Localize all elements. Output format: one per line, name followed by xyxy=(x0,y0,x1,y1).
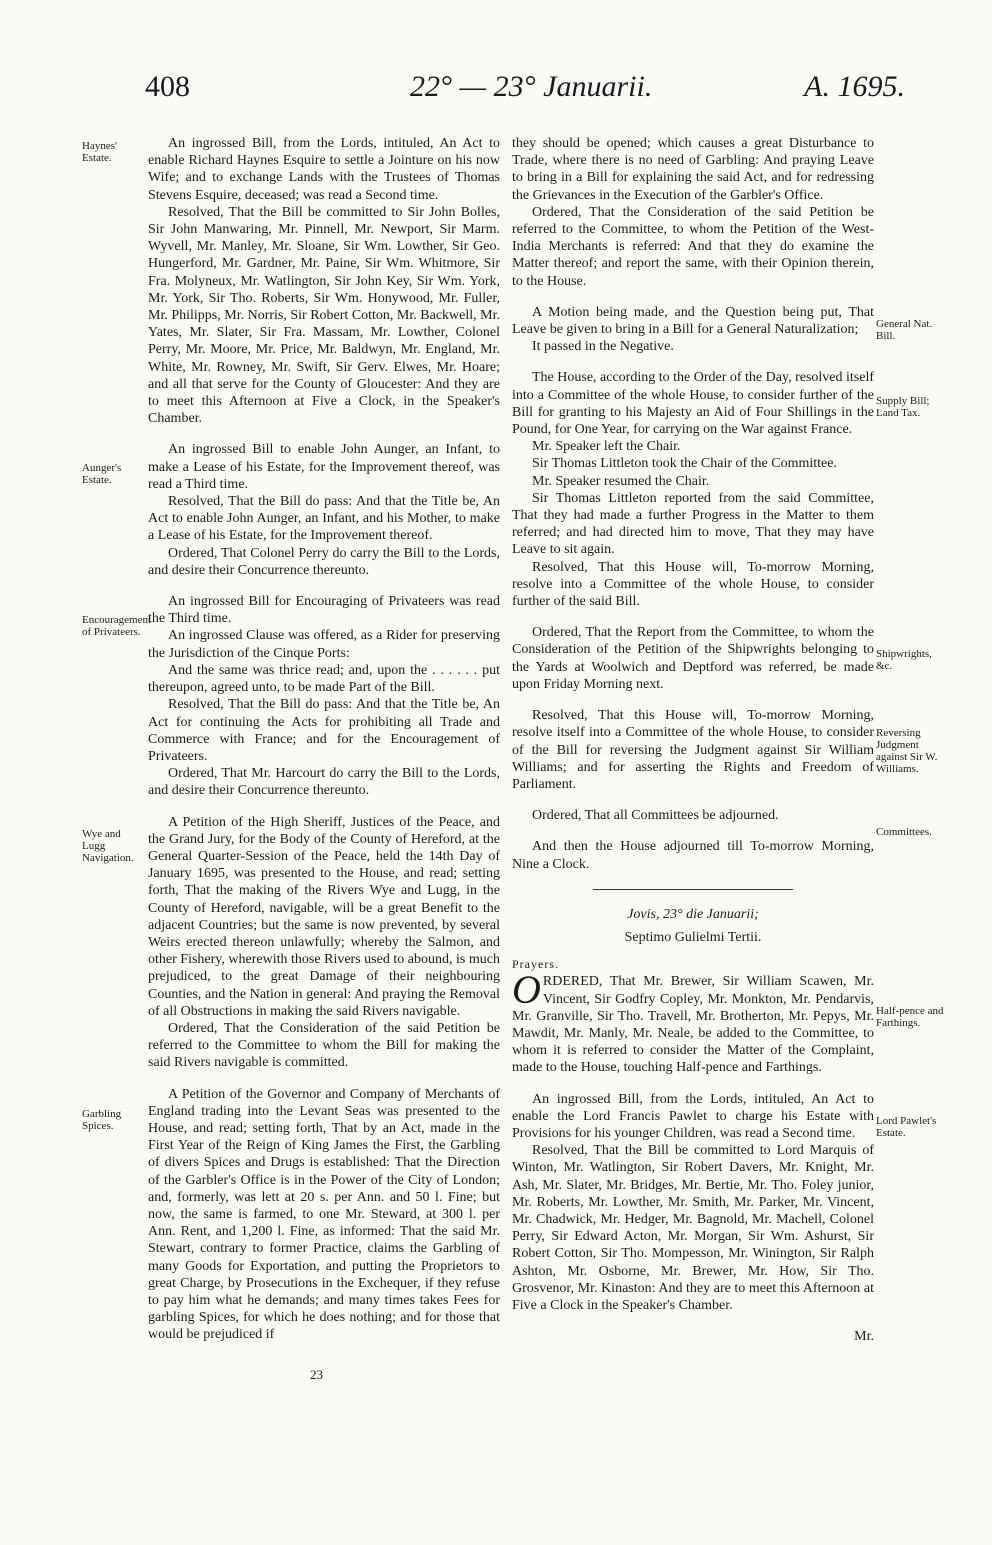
margin-note-haynes: Haynes' Estate. xyxy=(82,140,117,164)
paragraph: An ingrossed Bill, from the Lords, intituled, An Act to enable Richard Haynes Esquire to settle a Jointure on his now Wife; and to exchange Lands with the Trustees of Thomas Stevens Esquire, deceased; was read a Second time. xyxy=(148,136,500,203)
right-column xyxy=(512,135,874,1345)
paragraph: A Petition of the Governor and Company of Merchants of England trading into the Levant Seas was presented to the House, and read; setting forth, That by an Act, made in the First Year of the Reign of King James the First, the Garbling of divers Spices and Drugs is established: That the Direction of the Garbler's Office is in the Power of the City of London; and, formerly, was lett at 20 s. per Ann. and 50 l. Fine; but now, the same is farmed, to one Mr. Steward, at 300 l. per Ann. Rent, and 1,200 l. Fine, as informed: That the said Mr. Stewart, contrary to former Practice, claims the Garbling of many Goods for Exportation, and putting the Proprietors to great Charge, by Prosecutions in the Exchequer, if they refuse to pay him what he demands; and many times takes Fees for garbling Spices, for which he does nothing; and for those that would be prejudiced if xyxy=(148,1086,500,1343)
paragraph: A Motion being made, and the Question being put, That Leave be given to bring in a Bill for a General Naturalization; xyxy=(512,304,874,338)
margin-note-supply: Supply Bill; Land Tax. xyxy=(876,395,930,419)
margin-note-wye: Wye and Lugg Navigation. xyxy=(82,828,134,864)
paragraph: An ingrossed Clause was offered, as a Rider for preserving the Jurisdiction of the Cinque Ports: xyxy=(148,628,500,661)
page-header xyxy=(145,70,905,118)
paragraph: And the same was thrice read; and, upon the . . . . . . put thereupon, agreed unto, to be made Part of the Bill. xyxy=(148,662,500,696)
catchword: Mr. xyxy=(854,1329,874,1345)
paragraph: The House, according to the Order of the Day, resolved itself into a Committee of the whole House, to consider further of the Bill for granting to his Majesty an Aid of Four Shillings in the Pound, for One Year, for carrying on the War against France. xyxy=(512,370,874,438)
paragraph: Ordered, That all Committees be adjourned. xyxy=(532,808,779,824)
paragraph: A Petition of the High Sheriff, Justices of the Peace, and the Grand Jury, for the Body of the County of Hereford, at the General Quarter-Session of the Peace, held the 14th Day of January 1695, was presented to the House, and read; setting forth, That the making of the Rivers Wye and Lugg, in the County of Hereford, navigable, will be a great Benefit to the adjacent Countries; but the same is now prevented, by several Weirs erected thereon unlawfully; whereby the Salmon, and other Fishery, wherewith those Rivers used to abound, is much prejudiced, to the great Damage of their neighbouring Counties, and the Nation in general: And praying the Removal of all Obstructions in making the said Rivers navigable. xyxy=(148,814,500,1019)
margin-note-aunger: Aunger's Estate. xyxy=(82,462,122,486)
left-column xyxy=(148,135,500,1358)
paragraph: And then the House adjourned till To-morrow Morning, Nine a Clock. xyxy=(512,839,874,872)
prayers-heading: Prayers. xyxy=(512,957,559,972)
paragraph: they should be opened; which causes a great Disturbance to Trade, where there is no need of Garbling: And praying Leave to bring in a Bill for explaining the said Act, and for redressing the Grievances in the Execution of the Garbler's Office. xyxy=(512,136,874,203)
margin-note-pawlet: Lord Pawlet's Estate. xyxy=(876,1115,937,1139)
margin-note-reversing: Reversing Judgment against Sir W. Williams. xyxy=(876,727,938,775)
paragraph: Ordered, That the Consideration of the said Petition be referred to the Committee, to whom the Petition of the West-India Merchants is referred: And that they do examine the Matter thereof; and report the same, with their Opinion therein, to the House. xyxy=(512,204,874,289)
paragraph: Resolved, That the Bill be committed to Lord Marquis of Winton, Mr. Watlington, Sir Robert Davers, Mr. Knight, Mr. Ash, Mr. Slater, Mr. Bridges, Mr. Bertie, Mr. Tho. Foley junior, Mr. Roberts, Mr. Lowther, Mr. Smith, Mr. Parker, Mr. Vincent, Mr. Chadwick, Mr. Hedger, Mr. Bagnold, Mr. Machell, Colonel Perry, Sir Edward Acton, Mr. Morgan, Sir Wm. Ashurst, Sir Robert Cotton, Sir Tho. Mompesson, Mr. Winington, Sir Ralph Ashton, Mr. Osborne, Mr. Brewer, Mr. How, Sir Tho. Grosvenor, Mr. Kinaston: And they are to meet this Afternoon at Five a Clock in the Speaker's Chamber. xyxy=(512,1143,874,1313)
paragraph-text: RDERED, That Mr. Brewer, Sir William Scawen, Mr. Vincent, Sir Godfry Copley, Mr. Monkton, Mr. Pendarvis, Mr. Granville, Sir Tho. Travell, Mr. Brotherton, Mr. Pepys, Mr. Mawdit, Mr. Manly, Mr. Neale, be added to the Committee, to whom it is referred to consider the Matter of the Complaint, made to the House, touching Half-pence and Farthings. xyxy=(512,974,874,1076)
paragraph: An ingrossed Bill to enable John Aunger, an Infant, to make a Lease of his Estate, for the Improvement thereof, was read a Third time. xyxy=(148,442,500,492)
margin-note-general-nat: General Nat. Bill. xyxy=(876,318,933,342)
drop-cap: O xyxy=(512,967,541,1013)
margin-note-halfpence: Half-pence and Farthings. xyxy=(876,1005,944,1029)
paragraph: Resolved, That the Bill do pass: And that the Title be, An Act for continuing the Acts for prohibiting all Trade and Commerce with France; and for the Encouragement of Privateers. xyxy=(148,697,500,764)
paragraph xyxy=(512,967,874,1076)
page-number: 408 xyxy=(145,70,190,103)
margin-note-shipwrights: Shipwrights, &c. xyxy=(876,648,932,672)
paragraph: Sir Thomas Littleton reported from the said Committee, That they had made a further Progress in the Matter to them referred; and had directed him to move, That they may have Leave to sit again. xyxy=(512,490,874,558)
margin-note-privateers: Encouragement of Privateers. xyxy=(82,614,152,638)
paragraph: Resolved, That this House will, To-morrow Morning, resolve itself into a Committee of the whole House, to consider of the Bill for reversing the Judgment against Sir William Williams; and for asserting the Rights and Freedom of Parliament. xyxy=(512,708,874,792)
paragraph: Resolved, That this House will, To-morrow Morning, resolve into a Committee of the whole House, to consider further of the said Bill. xyxy=(512,559,874,610)
paragraph: Sir Thomas Littleton took the Chair of the Committee. xyxy=(532,456,837,472)
margin-note-garbling: Garbling Spices. xyxy=(82,1108,122,1132)
section-divider xyxy=(593,889,793,890)
paragraph: An ingrossed Bill, from the Lords, intituled, An Act to enable the Lord Francis Pawlet to charge his Estate with Provisions for his younger Children, was read a Second time. xyxy=(512,1091,874,1141)
paragraph: Resolved, That the Bill do pass: And that the Title be, An Act to enable John Aunger, an Infant, and his Mother, to make a Lease of his Estate, for the Improvement thereof. xyxy=(148,494,500,544)
day-subtitle: Septimo Gulielmi Tertii. xyxy=(624,929,762,945)
paragraph: Ordered, That the Consideration of the said Petition be referred to the Committee to whom the Bill for making the said Rivers navigable is committed. xyxy=(148,1020,500,1071)
paragraph: Ordered, That Mr. Harcourt do carry the Bill to the Lords, and desire their Concurrence thereunto. xyxy=(148,766,500,799)
page-year: A. 1695. xyxy=(804,70,905,103)
page-dates: 22° — 23° Januarii. xyxy=(410,70,653,103)
paragraph: Ordered, That Colonel Perry do carry the Bill to the Lords, and desire their Concurrence thereunto. xyxy=(148,545,500,578)
paragraph: Ordered, That the Report from the Committee, to whom the Consideration of the Petition of the Shipwrights belonging to the Yards at Woolwich and Deptford was referred, be made upon Friday Morning next. xyxy=(512,625,874,692)
margin-note-committees: Committees. xyxy=(876,826,932,838)
paragraph: Resolved, That the Bill be committed to Sir John Bolles, Sir John Manwaring, Mr. Pinnell, Mr. Newport, Sir Marm. Wyvell, Mr. Manley, Mr. Sloane, Sir Wm. Lowther, Sir Geo. Hungerford, Mr. Gardner, Mr. Paine, Sir Wm. Whitmore, Sir Fra. Molyneux, Mr. Watlington, Sir John Key, Sir Wm. York, Mr. York, Sir Tho. Roberts, Sir Wm. Honywood, Mr. Fuller, Mr. Philipps, Mr. Norris, Sir Robert Cotton, Mr. Backwell, Mr. Yates, Mr. Slater, Sir Fra. Massam, Mr. Lowther, Colonel Perry, Mr. Moore, Mr. Price, Mr. Baldwyn, Mr. England, Mr. White, Mr. Rowney, Mr. Swift, Sir Gerv. Elwes, Mr. Hoare; and all that serve for the County of Gloucester: And they are to meet this Afternoon at Five a Clock, in the Speaker's Chamber. xyxy=(148,204,500,427)
paragraph: Mr. Speaker resumed the Chair. xyxy=(532,473,710,489)
signature-mark: 23 xyxy=(310,1367,323,1382)
paragraph: An ingrossed Bill for Encouraging of Privateers was read the Third time. xyxy=(148,594,500,627)
day-title: Jovis, 23° die Januarii; xyxy=(627,906,759,922)
paragraph: It passed in the Negative. xyxy=(532,339,674,355)
paragraph: Mr. Speaker left the Chair. xyxy=(532,439,681,455)
